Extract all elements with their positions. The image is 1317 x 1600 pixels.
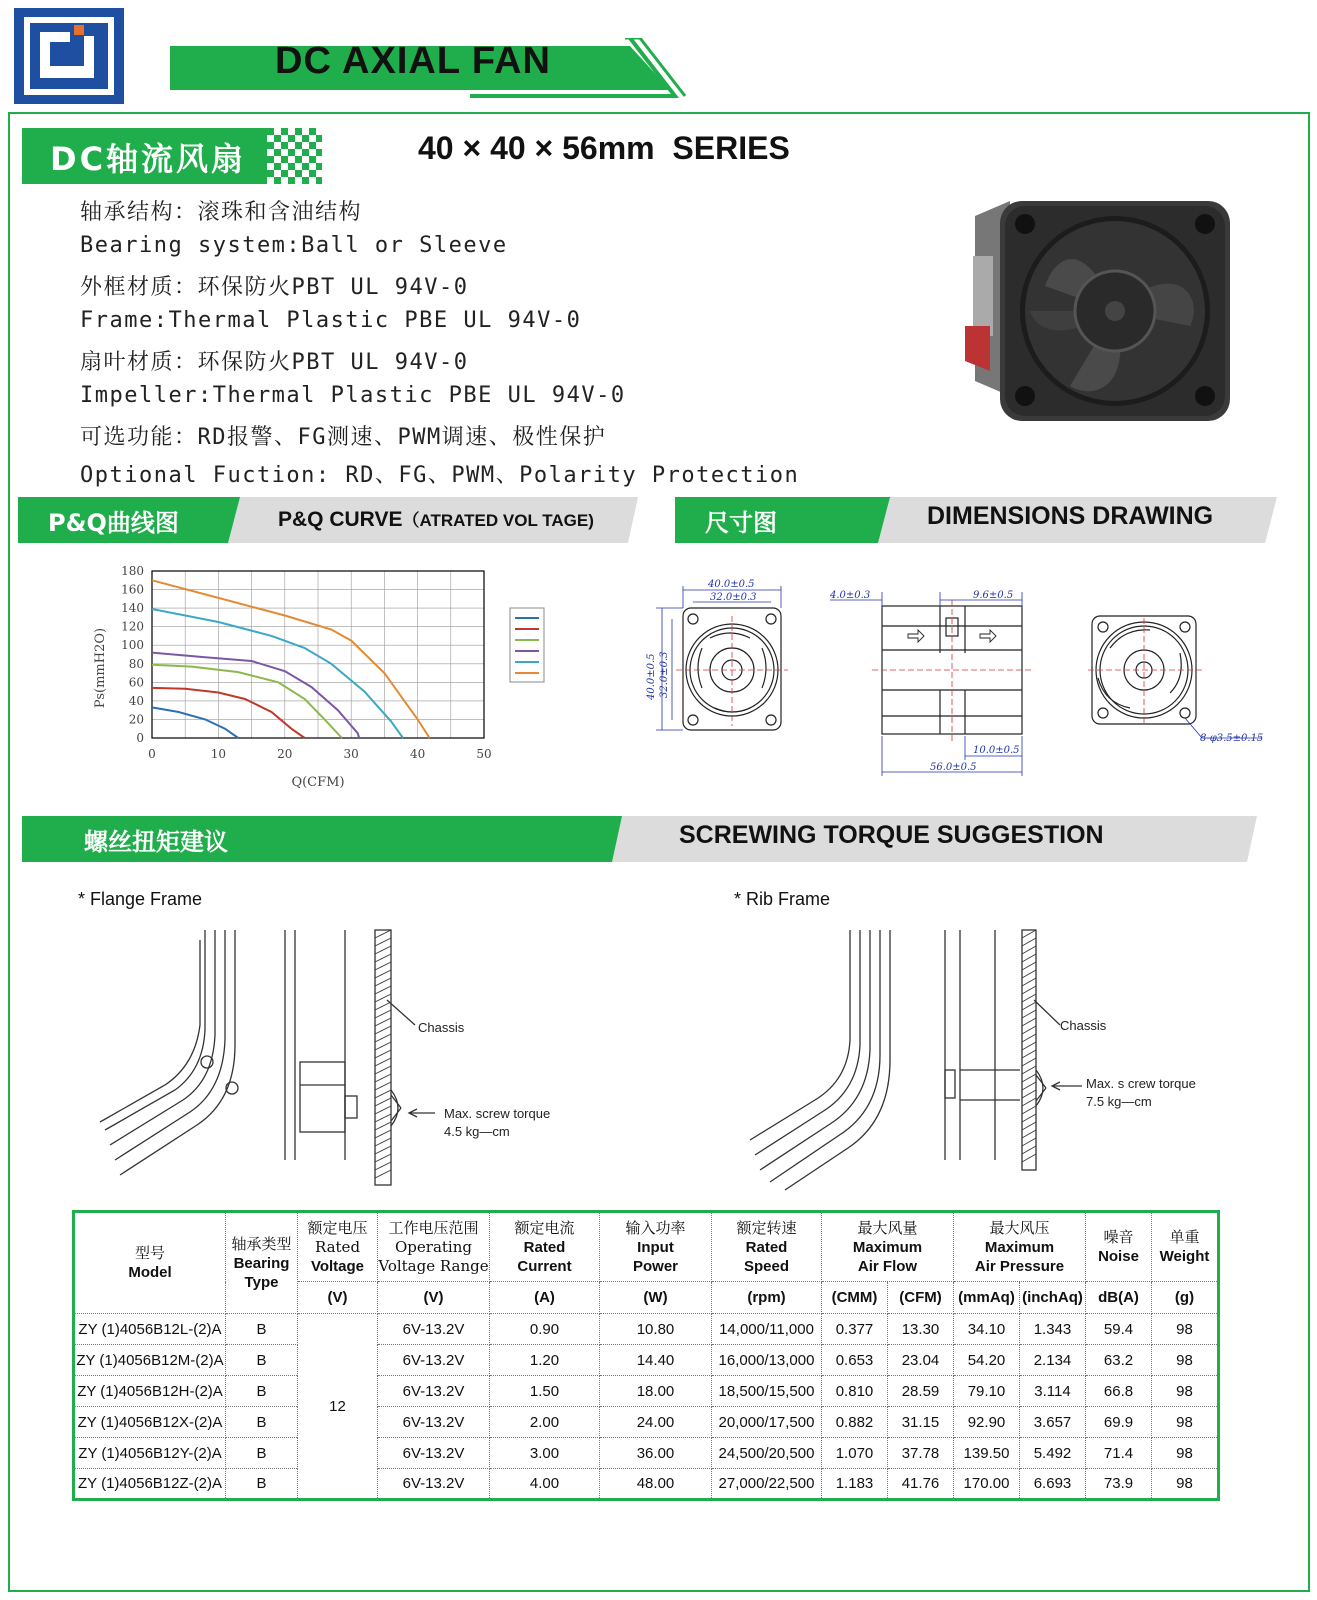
- dim-hole-spacing-vertical: 32.0±0.3: [659, 651, 670, 698]
- cell-power: 24.00: [600, 1407, 712, 1438]
- cell-current: 0.90: [490, 1314, 600, 1345]
- header-range: 工作电压范围 Operating Voltage Range: [378, 1212, 490, 1282]
- chart-y-tick-label: 100: [121, 638, 144, 653]
- cell-model: ZY (1)4056B12H-(2)A: [74, 1376, 226, 1407]
- chart-series-line-6: [152, 707, 238, 738]
- chart-x-tick-label: 10: [210, 747, 227, 761]
- spec-line: Optional Fuction: RD、FG、PWM、Polarity Protection: [80, 463, 800, 488]
- rib-torque-value: 7.5 kg—cm: [1086, 1094, 1152, 1109]
- spec-table: [72, 1210, 1220, 1501]
- fan-product-image: [965, 196, 1235, 426]
- cell-cfm: 41.76: [888, 1469, 954, 1500]
- chart-x-axis-label: Q(CFM): [291, 775, 345, 790]
- cell-cmm: 0.653: [822, 1345, 888, 1376]
- header-model: 型号 Model: [74, 1212, 226, 1314]
- cell-speed: 24,500/20,500: [712, 1438, 822, 1469]
- cell-speed: 16,000/13,000: [712, 1345, 822, 1376]
- dims-section-cn-title: 尺寸图: [705, 509, 777, 537]
- series-title: 40 × 40 × 56mm SERIES: [418, 130, 790, 166]
- unit-cell: (V): [298, 1282, 378, 1314]
- torque-section-cn-title: 螺丝扭矩建议: [84, 828, 228, 856]
- chart-series-line-4: [152, 665, 342, 738]
- cell-mmaq: 139.50: [954, 1438, 1020, 1469]
- cell-inchaq: 2.134: [1020, 1345, 1086, 1376]
- cell-mmaq: 170.00: [954, 1469, 1020, 1500]
- cell-noise: 69.9: [1086, 1407, 1152, 1438]
- table-row: [74, 1438, 1219, 1469]
- cell-inchaq: 1.343: [1020, 1314, 1086, 1345]
- dims-section-header: [675, 495, 1277, 545]
- header-noise: 噪音 Noise: [1086, 1212, 1152, 1282]
- cell-voltage: 12: [298, 1314, 378, 1500]
- flange-frame-diagram: [75, 890, 595, 1200]
- cell-range: 6V-13.2V: [378, 1376, 490, 1407]
- dim-mounting-holes: 8-φ3.5±0.15: [1200, 733, 1264, 744]
- flange-frame-label: * Flange Frame: [78, 889, 203, 909]
- dim-flange-thickness: 4.0±0.3: [830, 590, 871, 601]
- cell-weight: 98: [1152, 1407, 1219, 1438]
- cell-bearing: B: [226, 1376, 298, 1407]
- header-weight: 单重 Weight: [1152, 1212, 1219, 1282]
- chart-y-tick-label: 160: [121, 582, 144, 597]
- cell-cfm: 13.30: [888, 1314, 954, 1345]
- cell-speed: 20,000/17,500: [712, 1407, 822, 1438]
- rib-frame-diagram: [730, 890, 1250, 1200]
- pq-section-header: [18, 495, 638, 545]
- cell-range: 6V-13.2V: [378, 1469, 490, 1500]
- cell-inchaq: 3.114: [1020, 1376, 1086, 1407]
- cell-model: ZY (1)4056B12X-(2)A: [74, 1407, 226, 1438]
- cell-noise: 59.4: [1086, 1314, 1152, 1345]
- dim-width: 40.0±0.5: [708, 579, 755, 590]
- cell-range: 6V-13.2V: [378, 1345, 490, 1376]
- cell-bearing: B: [226, 1407, 298, 1438]
- cell-weight: 98: [1152, 1469, 1219, 1500]
- cell-power: 48.00: [600, 1469, 712, 1500]
- chart-x-tick-label: 0: [148, 747, 156, 761]
- table-row: [74, 1376, 1219, 1407]
- pq-section-en-title: P&Q CURVE: [278, 508, 403, 531]
- header-speed: 额定转速 Rated Speed: [712, 1212, 822, 1282]
- spec-line: Bearing system:Ball or Sleeve: [80, 233, 508, 258]
- table-row: [74, 1407, 1219, 1438]
- cell-range: 6V-13.2V: [378, 1314, 490, 1345]
- header-pressure: 最大风压 Maximum Air Pressure: [954, 1212, 1086, 1282]
- cell-cmm: 0.882: [822, 1407, 888, 1438]
- unit-cell: (g): [1152, 1282, 1219, 1314]
- unit-cell: (CFM): [888, 1282, 954, 1314]
- chart-x-tick-label: 40: [409, 747, 426, 761]
- cell-model: ZY (1)4056B12L-(2)A: [74, 1314, 226, 1345]
- cell-weight: 98: [1152, 1376, 1219, 1407]
- cell-cfm: 28.59: [888, 1376, 954, 1407]
- spec-line: Impeller:Thermal Plastic PBE UL 94V-0: [80, 383, 626, 408]
- table-row: [74, 1469, 1219, 1500]
- unit-cell: (V): [378, 1282, 490, 1314]
- cell-power: 18.00: [600, 1376, 712, 1407]
- cell-bearing: B: [226, 1438, 298, 1469]
- header-current: 额定电流 Rated Current: [490, 1212, 600, 1282]
- cell-speed: 27,000/22,500: [712, 1469, 822, 1500]
- chassis-label: Chassis: [1060, 1018, 1107, 1033]
- cell-noise: 73.9: [1086, 1469, 1152, 1500]
- cell-power: 14.40: [600, 1345, 712, 1376]
- cell-model: ZY (1)4056B12Z-(2)A: [74, 1469, 226, 1500]
- chart-y-tick-label: 120: [121, 619, 144, 634]
- pq-curve-chart: [88, 566, 568, 806]
- chart-x-tick-label: 20: [277, 747, 293, 761]
- cell-mmaq: 79.10: [954, 1376, 1020, 1407]
- chassis-label: Chassis: [418, 1020, 465, 1035]
- chart-y-tick-label: 40: [128, 693, 144, 708]
- chart-y-tick-label: 20: [128, 712, 144, 727]
- table-row: [74, 1345, 1219, 1376]
- page-title: DC AXIAL FAN: [275, 40, 551, 82]
- cell-cfm: 37.78: [888, 1438, 954, 1469]
- cell-model: ZY (1)4056B12Y-(2)A: [74, 1438, 226, 1469]
- cell-cfm: 31.15: [888, 1407, 954, 1438]
- cell-mmaq: 54.20: [954, 1345, 1020, 1376]
- chart-series-line-2: [152, 609, 403, 738]
- cell-current: 1.20: [490, 1345, 600, 1376]
- cell-inchaq: 5.492: [1020, 1438, 1086, 1469]
- cell-inchaq: 3.657: [1020, 1407, 1086, 1438]
- dim-hole-spacing: 32.0±0.3: [710, 592, 757, 603]
- chart-y-tick-label: 80: [128, 656, 144, 671]
- dim-rib-width: 9.6±0.5: [973, 590, 1014, 601]
- unit-cell: (A): [490, 1282, 600, 1314]
- cell-cmm: 0.377: [822, 1314, 888, 1345]
- chart-y-tick-label: 140: [121, 601, 144, 616]
- rib-torque-label: Max. s crew torque: [1086, 1076, 1196, 1091]
- table-row: [74, 1314, 1219, 1345]
- chart-x-tick-label: 50: [476, 747, 492, 761]
- flange-torque-label: Max. screw torque: [444, 1106, 551, 1121]
- chart-series-line-1: [152, 580, 430, 738]
- cell-bearing: B: [226, 1469, 298, 1500]
- cell-speed: 14,000/11,000: [712, 1314, 822, 1345]
- unit-cell: (inchAq): [1020, 1282, 1086, 1314]
- cell-current: 4.00: [490, 1469, 600, 1500]
- cell-speed: 18,500/15,500: [712, 1376, 822, 1407]
- header-power: 输入功率 Input Power: [600, 1212, 712, 1282]
- cell-noise: 71.4: [1086, 1438, 1152, 1469]
- cell-current: 3.00: [490, 1438, 600, 1469]
- dim-total-depth: 56.0±0.5: [930, 762, 977, 773]
- spec-line: 外框材质：环保防火PBT UL 94V-0: [80, 275, 469, 300]
- rib-frame-label: * Rib Frame: [734, 889, 831, 909]
- chart-y-tick-label: 60: [128, 675, 144, 690]
- chart-y-axis-label: Ps(mmH2O): [93, 627, 108, 709]
- chart-legend-box: [510, 608, 544, 682]
- spec-line: 扇叶材质：环保防火PBT UL 94V-0: [80, 350, 469, 375]
- header-bearing: 轴承类型 Bearing Type: [226, 1212, 298, 1314]
- company-logo: [14, 8, 124, 104]
- cell-mmaq: 92.90: [954, 1407, 1020, 1438]
- cell-bearing: B: [226, 1314, 298, 1345]
- cell-current: 2.00: [490, 1407, 600, 1438]
- series-badge-label: DC轴流风扇: [50, 140, 247, 178]
- cell-weight: 98: [1152, 1345, 1219, 1376]
- dimensions-drawing: [640, 578, 1300, 788]
- cell-model: ZY (1)4056B12M-(2)A: [74, 1345, 226, 1376]
- unit-cell: (rpm): [712, 1282, 822, 1314]
- torque-section-en-title: SCREWING TORQUE SUGGESTION: [679, 821, 1104, 849]
- cell-range: 6V-13.2V: [378, 1407, 490, 1438]
- chart-y-tick-label: 180: [121, 566, 144, 578]
- unit-cell: (mmAq): [954, 1282, 1020, 1314]
- dim-depth-part: 10.0±0.5: [973, 745, 1020, 756]
- cell-range: 6V-13.2V: [378, 1438, 490, 1469]
- flange-torque-value: 4.5 kg—cm: [444, 1124, 510, 1139]
- dims-section-en-title: DIMENSIONS DRAWING: [927, 502, 1214, 530]
- unit-cell: (CMM): [822, 1282, 888, 1314]
- spec-line: 可选功能：RD报警、FG测速、PWM调速、极性保护: [80, 425, 607, 450]
- unit-cell: (W): [600, 1282, 712, 1314]
- chart-y-tick-label: 0: [136, 731, 144, 745]
- cell-inchaq: 6.693: [1020, 1469, 1086, 1500]
- cell-cmm: 0.810: [822, 1376, 888, 1407]
- cell-power: 36.00: [600, 1438, 712, 1469]
- dim-height: 40.0±0.5: [646, 653, 657, 700]
- header-voltage: 额定电压 Rated Voltage: [298, 1212, 378, 1282]
- header-airflow: 最大风量 Maximum Air Flow: [822, 1212, 954, 1282]
- cell-cmm: 1.183: [822, 1469, 888, 1500]
- pq-section-en-subtitle: （ATRATED VOL TAGE): [402, 511, 594, 530]
- cell-bearing: B: [226, 1345, 298, 1376]
- cell-noise: 66.8: [1086, 1376, 1152, 1407]
- cell-noise: 63.2: [1086, 1345, 1152, 1376]
- spec-line: Frame:Thermal Plastic PBE UL 94V-0: [80, 308, 582, 333]
- torque-section-header: [22, 814, 1257, 864]
- pq-section-cn-title: P&Q曲线图: [48, 509, 179, 537]
- cell-cfm: 23.04: [888, 1345, 954, 1376]
- cell-current: 1.50: [490, 1376, 600, 1407]
- cell-cmm: 1.070: [822, 1438, 888, 1469]
- cell-power: 10.80: [600, 1314, 712, 1345]
- spec-line: 轴承结构：滚珠和含油结构: [80, 200, 363, 225]
- unit-cell: dB(A): [1086, 1282, 1152, 1314]
- cell-mmaq: 34.10: [954, 1314, 1020, 1345]
- chart-x-tick-label: 30: [343, 747, 359, 761]
- cell-weight: 98: [1152, 1438, 1219, 1469]
- cell-weight: 98: [1152, 1314, 1219, 1345]
